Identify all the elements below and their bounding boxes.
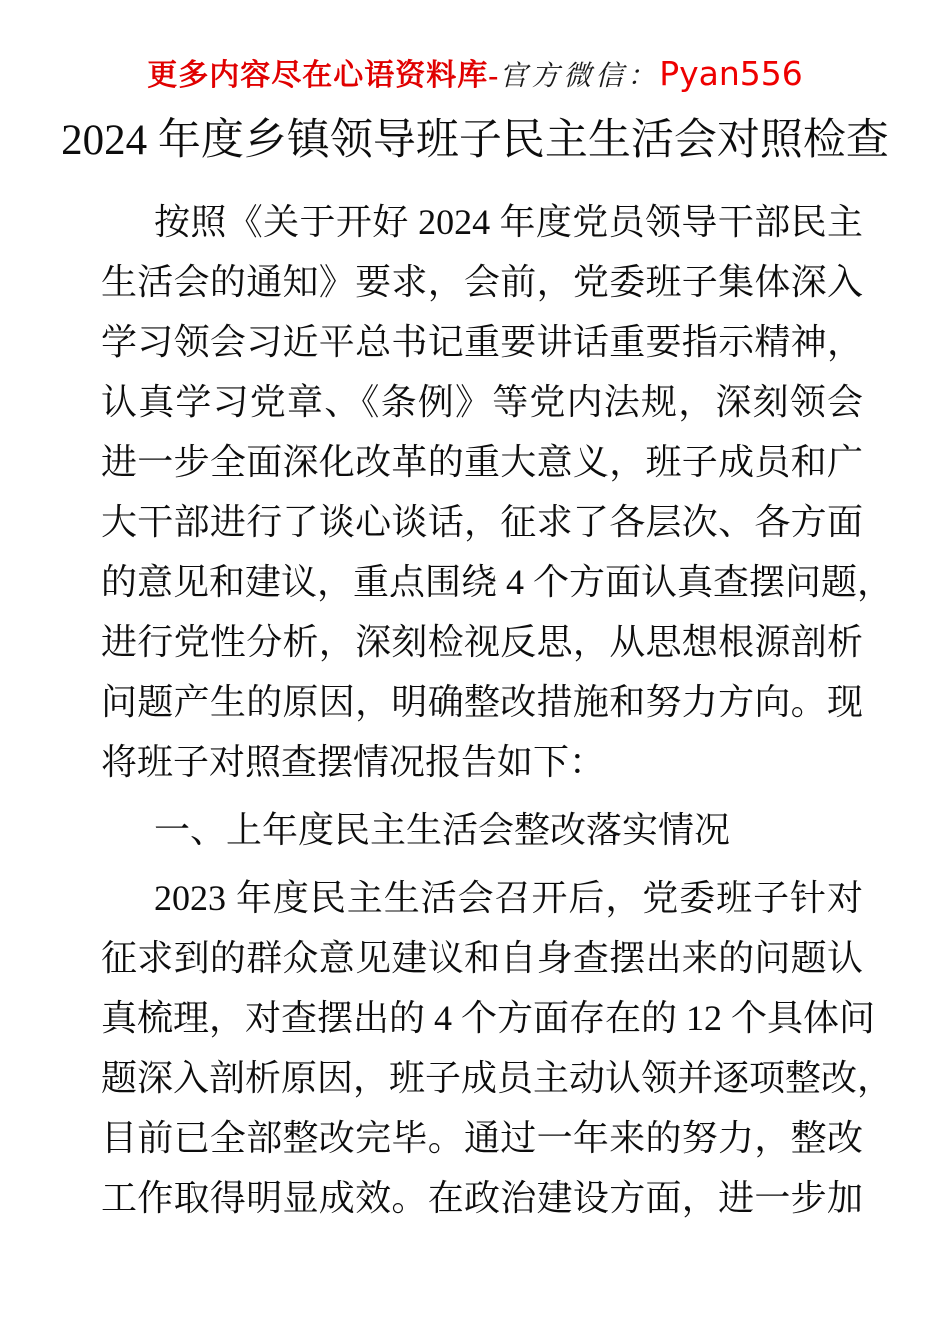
- body-line: 大干部进行了谈心谈话，征求了各层次、各方面: [101, 502, 863, 542]
- body-line: 进一步全面深化改革的重大意义，班子成员和广: [101, 442, 863, 482]
- body-line: 问题产生的原因，明确整改措施和努力方向。现: [101, 682, 863, 722]
- watermark-source-text: 更多内容尽在心语资料库-: [147, 59, 500, 92]
- body-line: 进行党性分析，深刻检视反思，从思想根源剖析: [101, 622, 863, 662]
- body-line: 工作取得明显成效。在政治建设方面，进一步加: [101, 1178, 863, 1218]
- body-line: 的意见和建议，重点围绕 4 个方面认真查摆问题，: [101, 562, 894, 602]
- section-heading: 一、上年度民主生活会整改落实情况: [154, 810, 731, 850]
- watermark-wechat-account: Pyan556: [659, 54, 803, 93]
- body-line: 目前已全部整改完毕。通过一年来的努力，整改: [101, 1118, 863, 1158]
- body-line: 学习领会习近平总书记重要讲话重要指示精神，: [101, 322, 863, 362]
- watermark-banner: [0, 50, 950, 94]
- body-line: 生活会的通知》要求，会前，党委班子集体深入: [101, 262, 863, 302]
- body-line: 2023 年度民主生活会召开后，党委班子针对: [154, 878, 863, 918]
- watermark-wechat-label: 官方微信：: [499, 61, 660, 92]
- body-line: 征求到的群众意见建议和自身查摆出来的问题认: [101, 938, 863, 978]
- document-title: 2024 年度乡镇领导班子民主生活会对照检查: [61, 117, 889, 164]
- body-line: 按照《关于开好 2024 年度党员领导干部民主: [154, 202, 863, 242]
- body-line: 认真学习党章、《条例》等党内法规，深刻领会: [101, 382, 863, 422]
- body-line: 题深入剖析原因，班子成员主动认领并逐项整改，: [101, 1058, 894, 1098]
- body-line: 真梳理，对查摆出的 4 个方面存在的 12 个具体问: [101, 998, 876, 1038]
- body-line: 将班子对照查摆情况报告如下：: [101, 742, 606, 782]
- body-lines: [101, 192, 894, 1228]
